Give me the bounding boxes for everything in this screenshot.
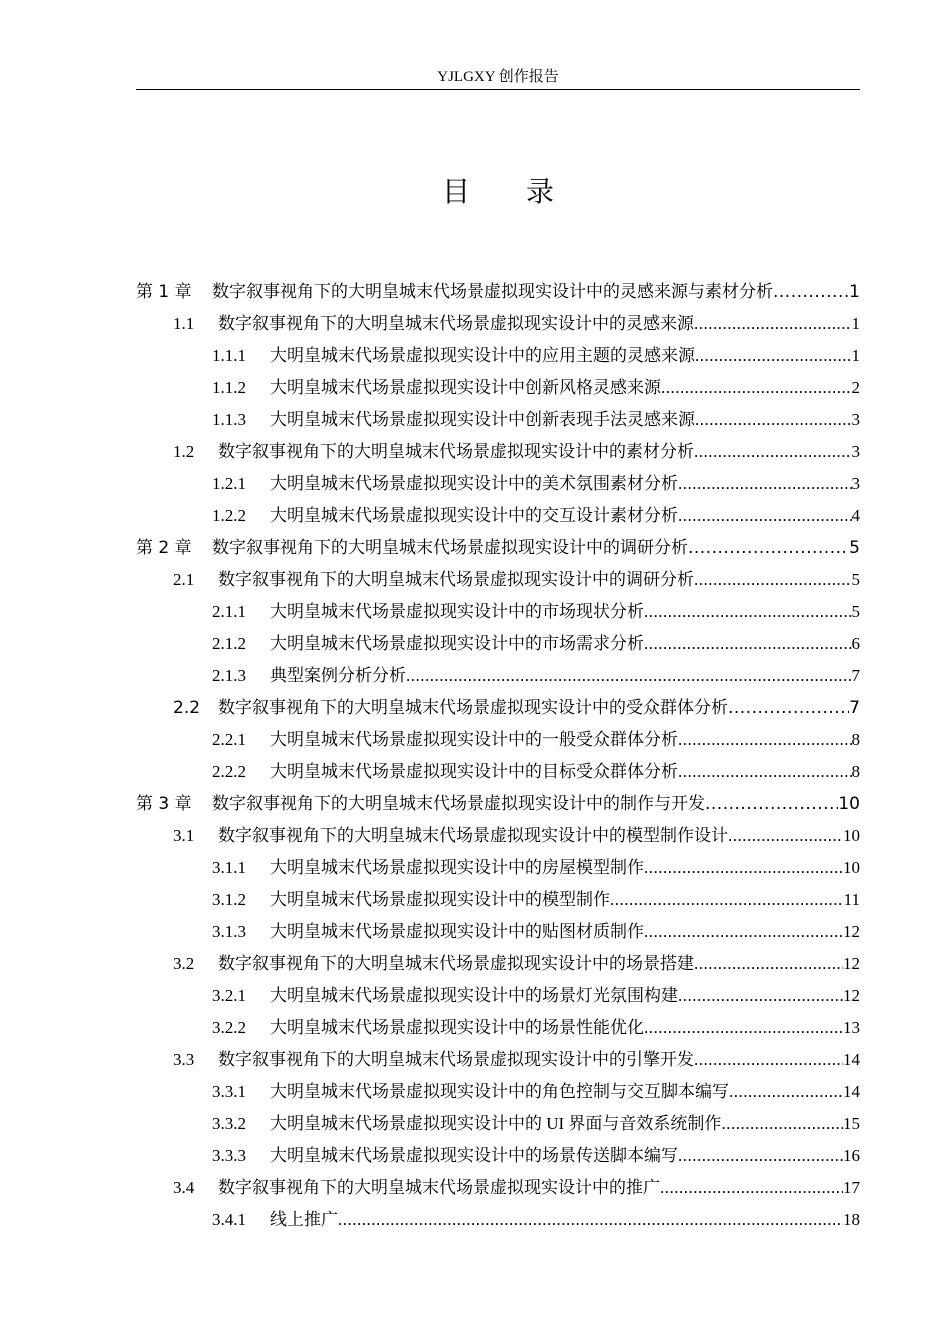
toc-entry-page-number: 3 [851, 442, 860, 461]
toc-entry-page-number: 17 [843, 1178, 860, 1197]
toc-entry-title: 大明皇城末代场景虚拟现实设计中的场景传送脚本编写 [270, 1146, 678, 1165]
toc-entry-title: 数字叙事视角下的大明皇城末代场景虚拟现实设计中的引擎开发 [218, 1050, 694, 1069]
toc-entry-level-3[interactable] [136, 1108, 860, 1140]
toc-entry-number: 3.3.1 [212, 1082, 246, 1101]
toc-entry-level-3[interactable] [136, 980, 860, 1012]
toc-entry-number: 2.1.1 [212, 602, 246, 621]
toc-entry-title: 数字叙事视角下的大明皇城末代场景虚拟现实设计中的素材分析 [218, 442, 694, 461]
toc-entry-page-number: 13 [843, 1018, 860, 1037]
table-of-contents [136, 276, 860, 1236]
toc-entry-number: 1.1.3 [212, 410, 246, 429]
toc-entry-page-number: 10 [843, 858, 860, 877]
toc-entry-title: 大明皇城末代场景虚拟现实设计中创新表现手法灵感来源 [270, 410, 695, 429]
toc-entry-level-3[interactable] [136, 340, 860, 372]
toc-entry-title: 数字叙事视角下的大明皇城末代场景虚拟现实设计中的场景搭建 [218, 954, 694, 973]
toc-entry-level-3[interactable] [136, 756, 860, 788]
toc-entry-title: 数字叙事视角下的大明皇城末代场景虚拟现实设计中的灵感来源 [218, 314, 694, 333]
toc-entry-title: 数字叙事视角下的大明皇城末代场景虚拟现实设计中的受众群体分析 [218, 698, 728, 718]
page-title: 目录 [441, 175, 610, 208]
toc-entry-number: 1.1 [173, 314, 195, 333]
toc-entry-title: 数字叙事视角下的大明皇城末代场景虚拟现实设计中的调研分析 [212, 538, 688, 558]
toc-dot-leader [721, 1108, 843, 1140]
toc-dot-leader [644, 596, 852, 628]
toc-entry-page-number: 3 [851, 410, 860, 429]
toc-entry-level-2[interactable] [136, 564, 860, 596]
toc-entry-level-2[interactable] [136, 692, 860, 724]
toc-entry-page-number: 15 [843, 1114, 860, 1133]
toc-entry-title: 典型案例分析分析 [270, 666, 406, 685]
toc-entry-level-1[interactable] [136, 532, 860, 564]
toc-entry-number: 1.1.2 [212, 378, 246, 397]
toc-entry-page-number: 11 [843, 890, 860, 909]
toc-entry-page-number: 12 [843, 954, 860, 973]
toc-dot-leader [773, 276, 849, 308]
toc-entry-page-number: 4 [851, 506, 860, 525]
toc-entry-number: 1.2 [173, 442, 195, 461]
toc-entry-number: 2.1.3 [212, 666, 246, 685]
toc-entry-page-number: 18 [843, 1210, 860, 1229]
toc-dot-leader [728, 820, 843, 852]
toc-entry-level-3[interactable] [136, 1076, 860, 1108]
toc-dot-leader [678, 468, 852, 500]
toc-entry-page-number: 7 [849, 698, 860, 718]
header-divider [136, 89, 860, 90]
toc-entry-number: 2.2 [173, 698, 201, 718]
toc-dot-leader [644, 852, 843, 884]
toc-entry-page-number: 5 [849, 538, 860, 558]
toc-entry-title: 数字叙事视角下的大明皇城末代场景虚拟现实设计中的推广 [218, 1178, 660, 1197]
toc-entry-number: 1.1.1 [212, 346, 246, 365]
toc-entry-title: 数字叙事视角下的大明皇城末代场景虚拟现实设计中的制作与开发 [212, 794, 705, 814]
toc-entry-number: 3.1.2 [212, 890, 246, 909]
toc-entry-title: 大明皇城末代场景虚拟现实设计中的场景性能优化 [270, 1018, 644, 1037]
toc-dot-leader [728, 692, 849, 724]
toc-dot-leader [694, 948, 843, 980]
toc-entry-level-3[interactable] [136, 660, 860, 692]
toc-entry-number: 第 2 章 [136, 538, 192, 558]
toc-dot-leader [678, 1140, 843, 1172]
toc-dot-leader [678, 756, 852, 788]
running-header: YJLGXY 创作报告 [437, 69, 559, 85]
toc-entry-title: 大明皇城末代场景虚拟现实设计中的市场需求分析 [270, 634, 644, 653]
toc-entry-title: 大明皇城末代场景虚拟现实设计中的房屋模型制作 [270, 858, 644, 877]
toc-dot-leader [688, 532, 849, 564]
toc-entry-level-3[interactable] [136, 916, 860, 948]
toc-dot-leader [705, 788, 838, 820]
toc-entry-title: 大明皇城末代场景虚拟现实设计中的角色控制与交互脚本编写 [270, 1082, 729, 1101]
toc-dot-leader [678, 500, 852, 532]
toc-entry-level-3[interactable] [136, 500, 860, 532]
toc-entry-number: 3.4.1 [212, 1210, 246, 1229]
toc-entry-page-number: 10 [838, 794, 860, 814]
toc-entry-title: 大明皇城末代场景虚拟现实设计中的一般受众群体分析 [270, 730, 678, 749]
toc-entry-number: 2.2.2 [212, 762, 246, 781]
toc-entry-number: 3.3.3 [212, 1146, 246, 1165]
toc-entry-level-2[interactable] [136, 308, 860, 340]
toc-entry-page-number: 1 [849, 282, 860, 302]
toc-entry-title: 大明皇城末代场景虚拟现实设计中的应用主题的灵感来源 [270, 346, 695, 365]
toc-entry-page-number: 1 [851, 346, 860, 365]
toc-entry-number: 2.2.1 [212, 730, 246, 749]
toc-entry-page-number: 12 [843, 986, 860, 1005]
toc-entry-number: 1.2.2 [212, 506, 246, 525]
toc-entry-level-1[interactable] [136, 788, 860, 820]
toc-entry-number: 第 1 章 [136, 282, 192, 302]
toc-entry-title: 大明皇城末代场景虚拟现实设计中的目标受众群体分析 [270, 762, 678, 781]
toc-entry-page-number: 14 [843, 1050, 860, 1069]
toc-entry-number: 3.1.3 [212, 922, 246, 941]
toc-entry-title: 数字叙事视角下的大明皇城末代场景虚拟现实设计中的模型制作设计 [218, 826, 728, 845]
toc-entry-number: 1.2.1 [212, 474, 246, 493]
toc-dot-leader [694, 308, 852, 340]
toc-dot-leader [644, 916, 843, 948]
toc-dot-leader [661, 372, 852, 404]
toc-entry-title: 大明皇城末代场景虚拟现实设计中的 UI 界面与音效系统制作 [270, 1114, 722, 1133]
toc-dot-leader [694, 1044, 843, 1076]
toc-entry-level-2[interactable] [136, 1172, 860, 1204]
toc-entry-page-number: 12 [843, 922, 860, 941]
toc-entry-number: 3.1 [173, 826, 195, 845]
toc-dot-leader [695, 340, 852, 372]
toc-dot-leader [694, 564, 852, 596]
toc-entry-page-number: 10 [843, 826, 860, 845]
toc-entry-number: 3.3 [173, 1050, 195, 1069]
toc-entry-title: 大明皇城末代场景虚拟现实设计中的市场现状分析 [270, 602, 644, 621]
toc-entry-level-3[interactable] [136, 468, 860, 500]
toc-dot-leader [729, 1076, 843, 1108]
toc-entry-title: 大明皇城末代场景虚拟现实设计中的美术氛围素材分析 [270, 474, 678, 493]
toc-entry-page-number: 2 [851, 378, 860, 397]
toc-dot-leader [678, 724, 852, 756]
toc-entry-level-2[interactable] [136, 1044, 860, 1076]
toc-entry-page-number: 14 [843, 1082, 860, 1101]
toc-dot-leader [644, 1012, 843, 1044]
toc-entry-number: 3.2.2 [212, 1018, 246, 1037]
toc-entry-page-number: 8 [851, 730, 860, 749]
toc-dot-leader [406, 660, 852, 692]
toc-entry-level-2[interactable] [136, 820, 860, 852]
toc-entry-number: 3.3.2 [212, 1114, 246, 1133]
toc-entry-title: 大明皇城末代场景虚拟现实设计中的贴图材质制作 [270, 922, 644, 941]
toc-entry-page-number: 6 [851, 634, 860, 653]
toc-entry-number: 2.1 [173, 570, 195, 589]
toc-entry-page-number: 5 [851, 570, 860, 589]
toc-entry-page-number: 1 [851, 314, 860, 333]
toc-entry-title: 数字叙事视角下的大明皇城末代场景虚拟现实设计中的灵感来源与素材分析 [212, 282, 773, 302]
toc-entry-number: 第 3 章 [136, 794, 192, 814]
toc-entry-title: 大明皇城末代场景虚拟现实设计中的场景灯光氛围构建 [270, 986, 678, 1005]
toc-entry-level-3[interactable] [136, 1140, 860, 1172]
toc-dot-leader [610, 884, 844, 916]
toc-entry-level-1[interactable] [136, 276, 860, 308]
toc-entry-level-2[interactable] [136, 436, 860, 468]
toc-entry-number: 3.2.1 [212, 986, 246, 1005]
toc-entry-level-2[interactable] [136, 948, 860, 980]
toc-entry-page-number: 7 [851, 666, 860, 685]
toc-entry-level-3[interactable] [136, 404, 860, 436]
toc-entry-title: 数字叙事视角下的大明皇城末代场景虚拟现实设计中的调研分析 [218, 570, 694, 589]
toc-entry-number: 3.4 [173, 1178, 195, 1197]
toc-dot-leader [678, 980, 843, 1012]
toc-dot-leader [644, 628, 852, 660]
toc-entry-page-number: 3 [851, 474, 860, 493]
toc-dot-leader [338, 1204, 843, 1236]
toc-entry-title: 大明皇城末代场景虚拟现实设计中的交互设计素材分析 [270, 506, 678, 525]
toc-dot-leader [660, 1172, 843, 1204]
toc-entry-title: 大明皇城末代场景虚拟现实设计中的模型制作 [270, 890, 610, 909]
toc-entry-page-number: 5 [851, 602, 860, 621]
toc-entry-number: 2.1.2 [212, 634, 246, 653]
toc-entry-level-3[interactable] [136, 1012, 860, 1044]
toc-entry-number: 3.2 [173, 954, 195, 973]
toc-entry-level-3[interactable] [136, 852, 860, 884]
toc-entry-title: 线上推广 [270, 1210, 338, 1229]
toc-entry-level-3[interactable] [136, 372, 860, 404]
toc-dot-leader [694, 436, 852, 468]
toc-entry-page-number: 16 [843, 1146, 860, 1165]
toc-entry-level-3[interactable] [136, 596, 860, 628]
toc-entry-level-3[interactable] [136, 628, 860, 660]
toc-entry-level-3[interactable] [136, 884, 860, 916]
toc-entry-title: 大明皇城末代场景虚拟现实设计中创新风格灵感来源 [270, 378, 661, 397]
toc-entry-level-3[interactable] [136, 1204, 860, 1236]
toc-entry-page-number: 8 [851, 762, 860, 781]
toc-entry-level-3[interactable] [136, 724, 860, 756]
toc-dot-leader [695, 404, 852, 436]
toc-entry-number: 3.1.1 [212, 858, 246, 877]
